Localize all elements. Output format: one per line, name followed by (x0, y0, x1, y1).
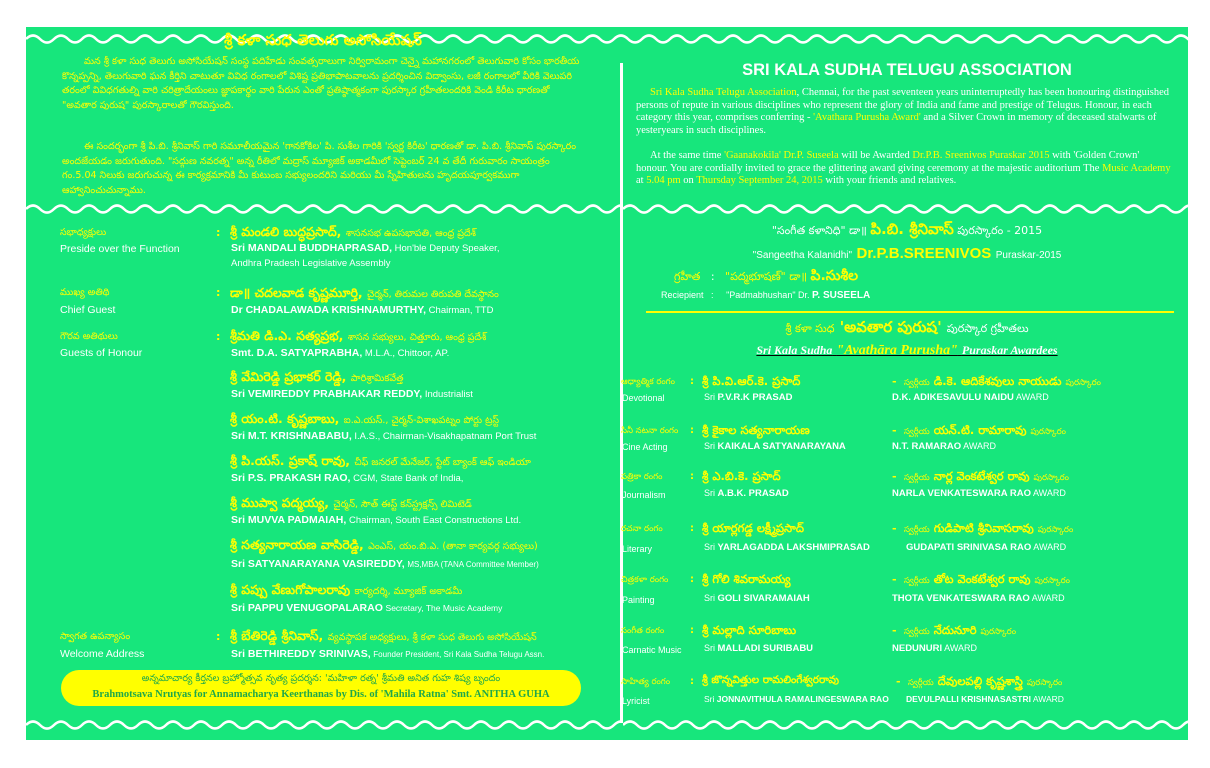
colon: : (690, 676, 694, 687)
colon: : (690, 471, 694, 482)
award-line-te: "సంగీత కళానిధి" డా॥ పి.బి. శ్రీనివాస్ పురస్కారం - 2015 (771, 220, 1043, 238)
guest-name-te: శ్రీమతి డి.ఎ. సత్యప్రభ, శాసన సభ్యులు, చిత్తూరు, ఆంధ్ర ప్రదేశ్ (230, 328, 487, 343)
telugu-association-title: శ్రీ కళా సుధ తెలుగు అసోసియేషన్ (224, 31, 422, 49)
guest-name-en: Sri M.T. KRISHNABABU, I.A.S., Chairman-Visakhapatnam Port Trust (231, 430, 537, 442)
memorial-name-en: DEVULPALLI KRISHNASASTRI AWARD (906, 694, 1064, 704)
awardee-name-te: శ్రీ యార్లగడ్డ లక్ష్మీప్రసాద్ (702, 521, 804, 535)
guest-name-te: శ్రీ పి.యస్. ప్రకాష్ రావు, చీఫ్ జనరల్ మేనేజర్, స్టేట్ బ్యాంక్ ఆఫ్ ఇండియా (230, 453, 531, 468)
colon: : (216, 226, 221, 239)
awardee-name-en: Sri MALLADI SURIBABU (704, 643, 814, 654)
colon: : (690, 523, 694, 534)
left-bottom-wave (26, 717, 620, 733)
dash: - (892, 375, 897, 388)
dash: - (892, 424, 897, 437)
memorial-name-te: స్వర్గీయ తోట వెంకటేశ్వర రావు పురస్కారం (904, 572, 1070, 586)
label-welcome-te: స్వాగత ఉపన్యాసం (60, 631, 131, 642)
memorial-name-te: స్వర్గీయ నార్ల వెంకటేశ్వర రావు పురస్కారం (904, 469, 1069, 483)
awardee-category-en: Cine Acting (622, 442, 668, 452)
label-chief-guest-en: Chief Guest (60, 304, 116, 316)
awardee-category-en: Lyricist (622, 696, 650, 706)
awardee-name-en: Sri YARLAGADDA LAKSHMIPRASAD (704, 542, 870, 553)
memorial-name-en: NEDUNURI AWARD (892, 643, 977, 654)
awardee-category-en: Carnatic Music (622, 645, 682, 655)
guest-name-en: Sri P.S. PRAKASH RAO, CGM, State Bank of India, (231, 472, 464, 484)
awardee-category-te: చిత్రకళా రంగం (621, 575, 669, 585)
guest-name-te: శ్రీ వేమిరెడ్డి ప్రభాకర్ రెడ్డి, పారిశ్రామికవేత్త (230, 369, 404, 384)
awardee-category-en: Painting (622, 595, 655, 605)
guest-name-te: శ్రీ పప్పు వేణుగోపాలరావు కార్యదర్శి, మ్యూజిక్ అకాడమీ (230, 582, 463, 597)
label-preside-en: Preside over the Function (60, 243, 180, 255)
awardee-name-te: శ్రీ జొన్నవిత్తుల రామలింగేశ్వరరావు (702, 674, 839, 686)
guest-name-en: Sri VEMIREDDY PRABHAKAR REDDY, Industrialist (231, 388, 473, 400)
guest-name-te: శ్రీ మండలి బుద్ధప్రసాద్, శాసనసభ ఉపసభాపతి, ఆంధ్ర ప్రదేశ్ (230, 224, 476, 239)
left-wave-divider (26, 201, 620, 217)
dash: - (892, 470, 897, 483)
memorial-name-en: D.K. ADIKESAVULU NAIDU AWARD (892, 392, 1049, 403)
awardee-name-en: Sri P.V.R.K PRASAD (704, 392, 793, 403)
guest-name-te: శ్రీ యం.టి. కృష్ణబాబు, ఐ.ఎ.యస్., చైర్మన్-విశాఖపట్నం పోర్టు ట్రస్ట్ (230, 411, 500, 426)
english-association-title: SRI KALA SUDHA TELUGU ASSOCIATION (742, 61, 1072, 79)
dash: - (892, 573, 897, 586)
awardees-heading-te: శ్రీ కళా సుధ 'అవతార పురుష' పురస్కార గ్రహీతలు (785, 318, 1029, 336)
awardee-category-en: Journalism (622, 490, 666, 500)
awardees-heading-en: Sri Kala Sudha "Avathāra Purusha" Puraskar Awardees (756, 343, 1058, 358)
memorial-name-en: NARLA VENKATESWARA RAO AWARD (892, 488, 1066, 499)
english-intro-paragraph-1: Sri Kala Sudha Telugu Association, Chennai, for the past seventeen years uninterruptedly has been honouring distinguished persons of repute in various disciplines who represent the glory of India and fame and prestige of Telugus. Honour, in each category this year, comprises conferring - 'Avathara Purusha Award' and a Silver Crown in memory of deceased stalwarts of yesteryears in such disciplines. (636, 87, 1170, 136)
colon: : (216, 286, 221, 299)
memorial-name-te: స్వర్గీయ యన్.టి. రామారావు పురస్కారం (904, 423, 1066, 437)
label-guests-honour-te: గౌరవ అతిథులు (60, 331, 118, 342)
awardee-category-te: సంగీత రంగం (621, 626, 665, 636)
awardee-name-te: శ్రీ కైకాల సత్యనారాయణ (702, 423, 810, 437)
awardee-category-te: రచనా రంగం (621, 524, 663, 534)
label-chief-guest-te: ముఖ్య అతిథి (60, 287, 110, 298)
awardee-name-en: Sri KAIKALA SATYANARAYANA (704, 441, 846, 452)
dance-program-en: Brahmotsava Nrutyas for Annamacharya Keerthanas by Dis. of 'Mahila Ratna' Smt. ANITHA GUHA (92, 689, 550, 700)
memorial-name-en: GUDAPATI SRINIVASA RAO AWARD (906, 542, 1067, 553)
awardee-name-en: Sri GOLI SIVARAMAIAH (704, 593, 810, 604)
award-line-en: "Sangeetha Kalanidhi" Dr.P.B.SREENIVOS Puraskar-2015 (752, 245, 1062, 262)
awardee-category-te: సినీ నటనా రంగం (621, 426, 679, 436)
dash: - (896, 675, 901, 688)
guest-name-en: Sri BETHIREDDY SRINIVAS, Founder President, Sri Kala Sudha Telugu Assn. (231, 648, 545, 660)
memorial-name-en: THOTA VENKATESWARA RAO AWARD (892, 593, 1065, 604)
colon: : (690, 625, 694, 636)
memorial-name-te: స్వర్గీయ దేవులపల్లి కృష్ణశాస్త్రి పురస్కారం (908, 674, 1063, 688)
awardee-category-te: ఆధ్యాత్మిక రంగం (621, 377, 675, 387)
dance-program-te: అన్నమాచార్య కీర్తనల బ్రహ్మోత్సవ నృత్య ప్రదర్శన: 'మహిళా రత్న' శ్రీమతి అనిత గుహ శిష్య బృందం (141, 673, 501, 684)
guest-name-en: Smt. D.A. SATYAPRABHA, M.L.A., Chittoor, AP. (231, 347, 450, 359)
invitation-card (26, 27, 1188, 740)
awardee-name-te: శ్రీ మల్లాది సూరిబాబు (702, 623, 797, 637)
awardee-name-te: శ్రీ గోలి శివరామయ్య (702, 572, 791, 586)
awardee-name-te: శ్రీ ఎ.బి.కె. ప్రసాద్ (702, 469, 781, 483)
guest-name-en: Sri MANDALI BUDDHAPRASAD, Hon'ble Deputy Speaker, Andhra Pradesh Legislative Assembly (231, 242, 500, 269)
guest-name-en: Sri MUVVA PADMAIAH, Chairman, South East Constructions Ltd. (231, 514, 522, 526)
awardee-category-en: Literary (622, 544, 653, 554)
right-bottom-wave (623, 717, 1188, 733)
guest-name-te: శ్రీ ముప్వా పద్మయ్య, చైర్మన్, సౌత్ ఈస్ట్ కన్‌స్ట్రక్షన్స్ లిమిటెడ్ (230, 495, 472, 510)
guest-name-te: శ్రీ బేతిరెడ్డి శ్రీనివాస్, వ్యవస్థాపక అధ్యక్షులు, శ్రీ కళా సుధ తెలుగు అసోసియేషన్ (230, 628, 537, 643)
colon: : (690, 376, 694, 387)
awardee-name-en: Sri JONNAVITHULA RAMALINGESWARA RAO (704, 694, 889, 704)
right-wave-divider (623, 201, 1188, 217)
guest-name-te: డా॥ చదలవాడ కృష్ణమూర్తి, చైర్మన్, తిరుమల తిరుపతి దేవస్థానం (230, 285, 499, 300)
guest-name-en: Dr CHADALAWADA KRISHNAMURTHY, Chairman, TTD (231, 304, 494, 316)
recipient-line-te: గ్రహీత : "పద్మభూషణ్" డా॥ పి.సుశీల (674, 268, 859, 284)
memorial-name-en: N.T. RAMARAO AWARD (892, 441, 996, 452)
awardee-category-te: సాహిత్య రంగం (621, 677, 671, 687)
label-welcome-en: Welcome Address (60, 648, 145, 660)
memorial-name-te: స్వర్గీయ నేదునూరి పురస్కారం (904, 623, 1017, 637)
award-divider-line (646, 311, 1174, 313)
memorial-name-te: స్వర్గీయ గుడిపాటి శ్రీనివాసరావు పురస్కారం (904, 521, 1074, 535)
guest-name-te: శ్రీ సత్యనారాయణ వాసిరెడ్డి, ఎంఎస్, యం.బి.ఎ. (తానా కార్యవర్గ సభ్యులు) (230, 537, 538, 552)
guest-name-en: Sri SATYANARAYANA VASIREDDY, MS,MBA (TANA Committee Member) (231, 558, 539, 570)
awardee-category-te: పత్రికా రంగం (621, 472, 663, 482)
awardee-name-en: Sri A.B.K. PRASAD (704, 488, 789, 499)
english-intro-paragraph-2: At the same time 'Gaanakokila' Dr.P. Suseela will be Awarded Dr.P.B. Sreenivos Puraskar 2015 with 'Golden Crown' honour. You are cordially invited to grace the glittering award giving ceremony at the majestic auditorium The Music Academy at 5.04 pm on Thursday September 24, 2015 with your friends and relatives. (636, 150, 1171, 186)
memorial-name-te: స్వర్గీయ డి.కె. ఆదికేశవులు నాయుడు పురస్కారం (904, 374, 1101, 388)
awardee-name-te: శ్రీ పి.వి.ఆర్.కె. ప్రసాద్ (702, 374, 801, 388)
colon: : (216, 630, 221, 643)
telugu-intro-paragraph-2: ఈ సందర్భంగా శ్రీ పి.బి. శ్రీనివాస్ గారి సమూలీయమైన 'గానకోకిల' పి. సుశీల గారికి 'స్వర్ణ కిరీట' ధారణతో డా. పి.బి. శ్రీనివాస్ పురస్కారం అందజేయడం జరుగుతుంది. "సద్గుణ నవరత్న" అన్న రీతిలో మద్రాస్ మ్యూజిక్ అకాడమీలో సెప్టెంబర్ 24 వ తేదీ గురువారం సాయంత్రం గం.5.04 నిలుకు జరుగుచున్న ఈ కార్యక్రమానికి మీ కుటుంబ సభ్యులందరిని మరియు మీ స్నేహితులను హృదయపూర్వకముగా ఆహ్వానించుచున్నాము. (62, 141, 577, 196)
colon: : (690, 425, 694, 436)
dash: - (892, 624, 897, 637)
label-preside-te: సభాధ్యక్షులు (60, 227, 107, 238)
dash: - (892, 522, 897, 535)
telugu-intro-paragraph-1: మన శ్రీ కళా సుధ తెలుగు అసోసియేషన్ సంస్థ పదిహేడు సంవత్సరాలుగా నిర్విరామంగా చెన్నై మహానగరంలో తెలుగువారి కోసం భారతీయ కొన్నప్పన్ని, తెలుగువారి ఘన కీర్తిని చాటుతూ వివిధ రంగాలలో విశిష్ట ప్రతిభాపాటవాలను ప్రదర్శించిన విద్వాంసు, లజీ రంగాలలో వీరికి వెలుపరి తరంలో వివిధగతుల్ని వారి చరిత్రాదేయంలు జ్ఞాపకార్థం వారి పేరున ఎంతో ప్రతిష్ఠాత్మకంగా పురస్కార గ్రహీతలందరికి వెండి కిరీట ధారణతో "అవతార పురుష" పురస్కారాలతో గౌరవిస్తుంది. (62, 56, 580, 111)
guest-name-en: Sri PAPPU VENUGOPALARAO Secretary, The Music Academy (231, 602, 503, 614)
colon: : (216, 330, 221, 343)
awardee-category-en: Devotional (622, 393, 665, 403)
label-guests-honour-en: Guests of Honour (60, 347, 143, 359)
colon: : (690, 574, 694, 585)
recipient-line-en: Reciepient : "Padmabhushan" Dr. P. SUSEELA (661, 290, 871, 301)
